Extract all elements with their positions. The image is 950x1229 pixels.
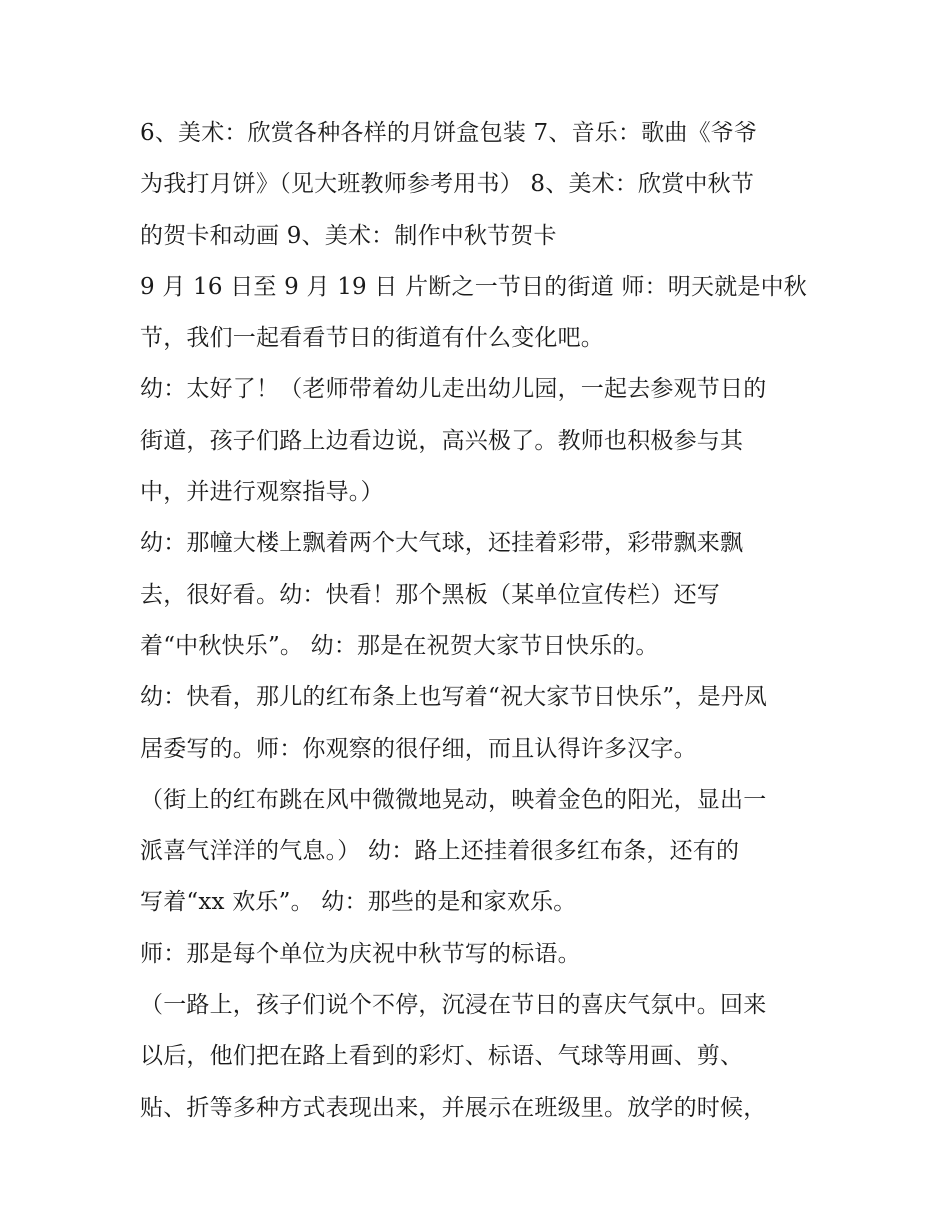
text-line: 的贺卡和动画 9、美术：制作中秋节贺卡 [140,222,557,249]
text-line: 去，很好看。幼：快看！那个黑板（某单位宣传栏）还写 [140,581,720,608]
text-line: （街上的红布跳在风中微微地晃动，映着金色的阳光，显出一 [140,786,767,813]
text-line: 派喜气洋洋的气息。） 幼：路上还挂着很多红布条，还有的 [140,838,740,865]
text-line: 幼：太好了！（老师带着幼儿走出幼儿园，一起去参观节日的 [140,376,767,403]
text-line: 居委写的。师：你观察的很仔细，而且认得许多汉字。 [140,735,697,762]
text-line: 幼：快看，那儿的红布条上也写着“祝大家节日快乐”，是丹凤 [140,684,768,711]
text-line: 6、美术：欣赏各种各样的月饼盒包装 7、音乐：歌曲《爷爷 [140,120,758,146]
text-line: 9 月 16 日至 9 月 19 日 片断之一节日的街道 师：明天就是中秋 [140,273,807,300]
text-line: 师：那是每个单位为庆祝中秋节写的标语。 [140,940,581,967]
text-line: 为我打月饼》（见大班教师参考用书） 8、美术：欣赏中秋节 [140,171,755,198]
text-line: 街道，孩子们路上边看边说，高兴极了。教师也积极参与其 [140,427,744,454]
body-text [140,108,830,1134]
text-line: 以后，他们把在路上看到的彩灯、标语、气球等用画、剪、 [140,1043,744,1070]
text-line: 节，我们一起看看节日的街道有什么变化吧。 [140,325,604,352]
text-line: 中，并进行观察指导。） [140,479,384,506]
text-line: 写着“xx 欢乐”。 幼：那些的是和家欢乐。 [140,889,577,916]
text-line: 着“中秋快乐”。 幼：那是在祝贺大家节日快乐的。 [140,632,659,659]
text-line: （一路上，孩子们说个不停，沉浸在节日的喜庆气氛中。回来 [140,992,767,1019]
text-line: 贴、折等多种方式表现出来，并展示在班级里。放学的时候， [140,1094,767,1121]
text-line: 幼：那幢大楼上飘着两个大气球，还挂着彩带，彩带飘来飘 [140,530,744,557]
